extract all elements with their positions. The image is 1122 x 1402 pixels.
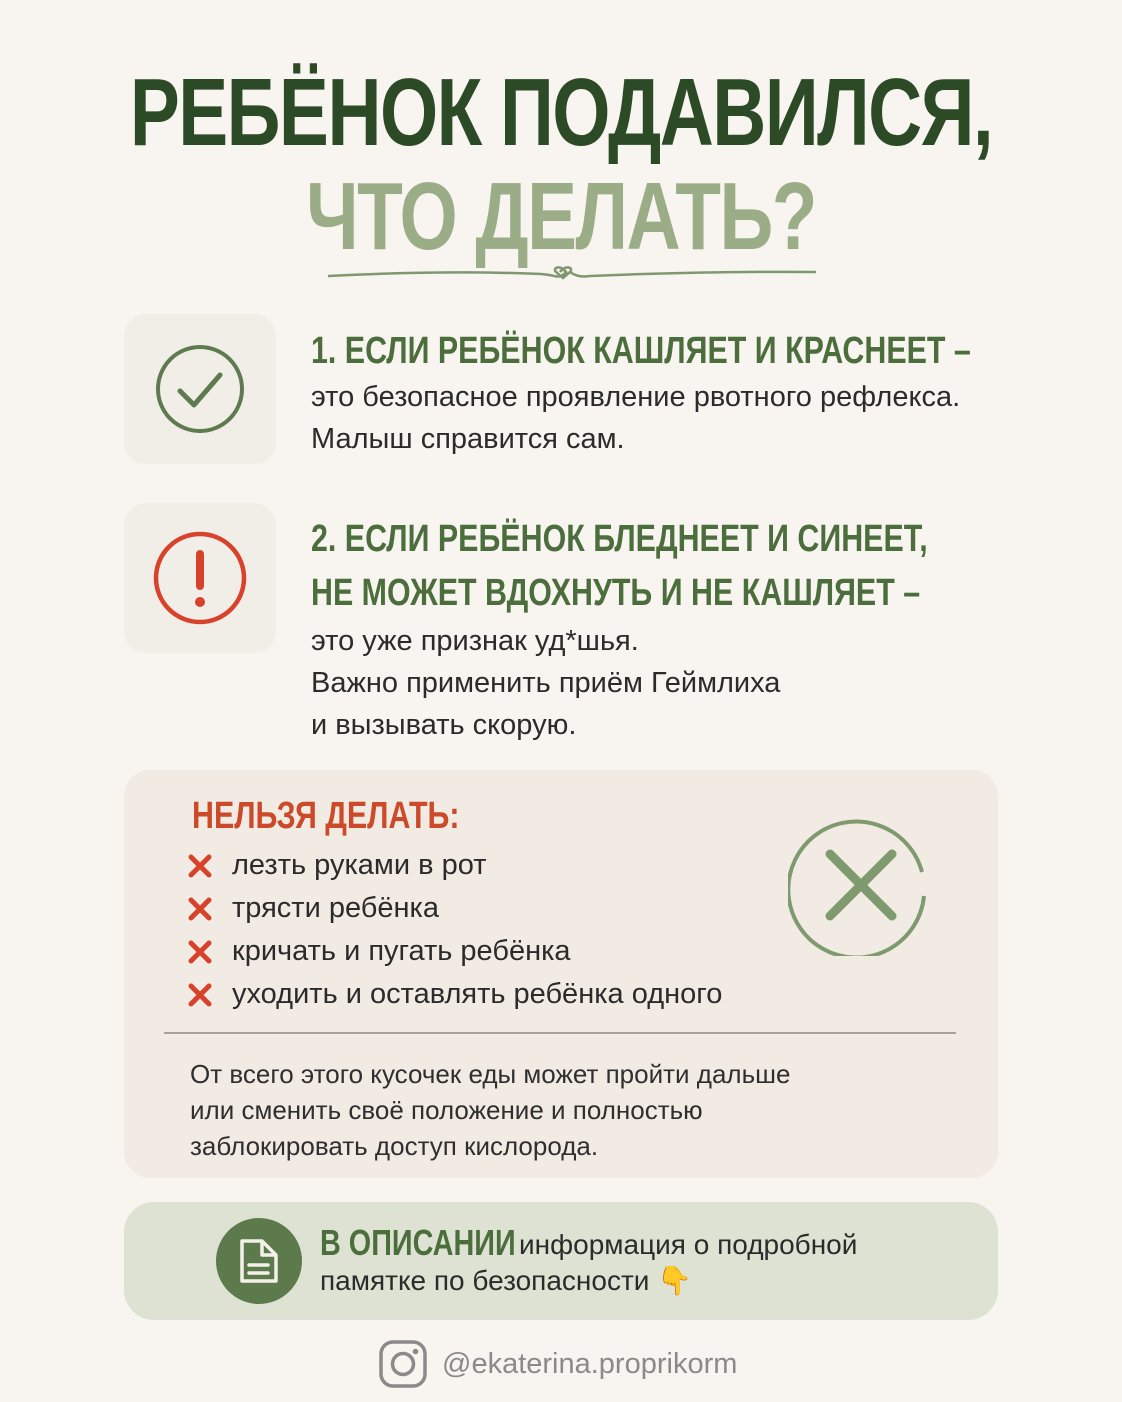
- list-item: [186, 887, 722, 930]
- document-icon: [238, 1237, 280, 1285]
- pointing-down-icon: 👇: [657, 1265, 693, 1296]
- list-item: [186, 973, 722, 1016]
- cross-icon: [186, 895, 214, 923]
- info-text-label: памятке по безопасности: [320, 1265, 650, 1296]
- document-icon-circle: [216, 1218, 302, 1304]
- info-heading: В ОПИСАНИИ: [320, 1222, 516, 1263]
- exclamation-circle-icon: [152, 530, 248, 626]
- section2-heading-line2: НЕ МОЖЕТ ВДОХНУТЬ И НЕ КАШЛЯЕТ –: [311, 572, 921, 614]
- check-icon-box: [124, 314, 276, 464]
- info-text-line1: информация о подробной: [519, 1229, 858, 1260]
- list-item: [186, 844, 722, 887]
- note-line: заблокировать доступ кислорода.: [190, 1131, 599, 1161]
- cross-icon: [186, 981, 214, 1009]
- page-title-line1: РЕБЁНОК ПОДАВИЛСЯ,: [129, 59, 993, 166]
- note-line: или сменить своё положение и полностью: [190, 1095, 703, 1125]
- section2-text-line1: это уже признак уд*шья.: [311, 625, 639, 657]
- dont-item-label: кричать и пугать ребёнка: [232, 935, 571, 967]
- section1-text-line1: это безопасное проявление рвотного рефлекса.: [311, 381, 961, 413]
- heart-divider-icon: [326, 258, 818, 290]
- dont-do-title: НЕЛЬЗЯ ДЕЛАТЬ:: [192, 795, 460, 837]
- card-divider: [164, 1032, 956, 1034]
- section2-text-line2: Важно применить приём Геймлиха: [311, 667, 781, 699]
- info-text-line2: [320, 1262, 692, 1300]
- dont-note: [190, 1056, 790, 1164]
- section1-heading: 1. ЕСЛИ РЕБЁНОК КАШЛЯЕТ И КРАСНЕЕТ –: [311, 330, 971, 372]
- big-cross-circle-icon: [788, 812, 932, 956]
- cross-icon: [186, 852, 214, 880]
- instagram-icon[interactable]: [378, 1339, 428, 1389]
- cross-icon: [186, 938, 214, 966]
- note-line: От всего этого кусочек еды может пройти дальше: [190, 1059, 791, 1089]
- section1-text-line2: Малыш справится сам.: [311, 423, 625, 455]
- list-item: [186, 930, 722, 973]
- check-circle-icon: [152, 341, 248, 437]
- dont-item-label: уходить и оставлять ребёнка одного: [232, 978, 723, 1010]
- section2-text-line3: и вызывать скорую.: [311, 709, 577, 741]
- dont-item-label: трясти ребёнка: [232, 892, 439, 924]
- page-title-line2: ЧТО ДЕЛАТЬ?: [306, 163, 816, 270]
- alert-icon-box: [124, 503, 276, 653]
- dont-item-label: лезть руками в рот: [232, 849, 487, 881]
- instagram-handle-link[interactable]: @ekaterina.proprikorm: [442, 1348, 738, 1380]
- dont-do-list: [186, 844, 722, 1016]
- section2-heading-line1: 2. ЕСЛИ РЕБЁНОК БЛЕДНЕЕТ И СИНЕЕТ,: [311, 518, 928, 560]
